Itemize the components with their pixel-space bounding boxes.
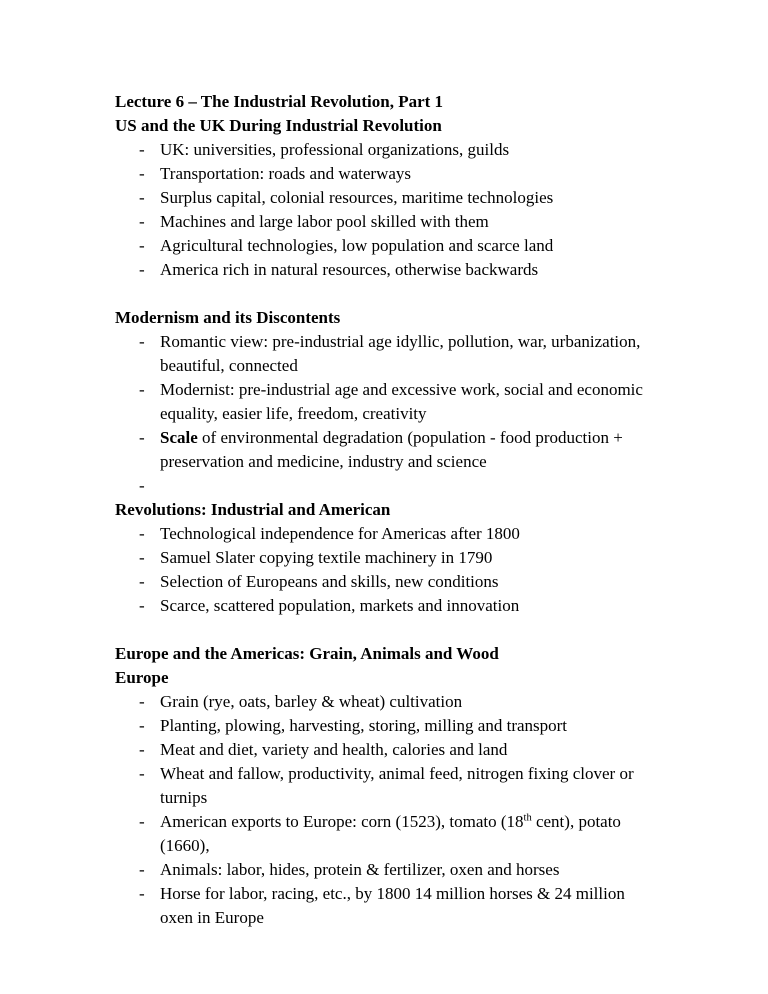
ordinal-superscript: th [523,812,532,824]
bullet-item [115,258,657,282]
bullet-item-empty [115,474,657,498]
bullet-item [115,426,657,474]
bullet-item [115,762,657,810]
section-europe-americas [115,642,657,930]
bullet-item [115,522,657,546]
bullet-text: Samuel Slater copying textile machinery in 1790 [160,548,493,567]
bullet-dash: - [139,260,145,279]
section-heading-us-uk: US and the UK During Industrial Revolution [115,116,442,135]
bullet-dash: - [139,476,145,495]
bullet-text: America rich in natural resources, otherwise backwards [160,260,539,279]
bullet-dash: - [139,884,145,903]
bullet-text: Romantic view: pre-industrial age idyllic, pollution, war, urbanization, beautiful, connected [160,332,641,375]
bullet-text: Agricultural technologies, low population and scarce land [160,236,554,255]
bullet-item [115,546,657,570]
bullet-dash: - [139,716,145,735]
bullet-text: Horse for labor, racing, etc., by 1800 14 million horses & 24 million oxen in Europe [160,884,625,927]
bullet-text: Surplus capital, colonial resources, maritime technologies [160,188,554,207]
bullet-text: Scarce, scattered population, markets and innovation [160,596,520,615]
bullet-text: Meat and diet, variety and health, calories and land [160,740,508,759]
bullet-text: Selection of Europeans and skills, new conditions [160,572,499,591]
bullet-dash: - [139,212,145,231]
bullet-dash: - [139,572,145,591]
bullet-bold-text: Scale [160,428,198,447]
bullet-item [115,714,657,738]
section-modernism [115,306,657,498]
bullet-dash: - [139,140,145,159]
bullet-text: UK: universities, professional organizations, guilds [160,140,510,159]
bullet-item [115,210,657,234]
bullet-text: Transportation: roads and waterways [160,164,412,183]
bullet-text: Machines and large labor pool skilled with them [160,212,489,231]
bullet-text-post: cent), potato (1660), [160,812,621,855]
bullet-item [115,234,657,258]
bullet-dash: - [139,860,145,879]
section-heading-modernism: Modernism and its Discontents [115,308,341,327]
bullet-dash: - [139,740,145,759]
bullet-text: Technological independence for Americas after 1800 [160,524,520,543]
bullet-item [115,378,657,426]
bullet-dash: - [139,332,145,351]
bullet-dash: - [139,236,145,255]
bullet-item [115,858,657,882]
bullet-text-pre: American exports to Europe: corn (1523), tomato (18 [160,812,524,831]
bullet-item [115,570,657,594]
bullet-text: Grain (rye, oats, barley & wheat) cultivation [160,692,463,711]
bullet-dash: - [139,524,145,543]
bullet-dash: - [139,596,145,615]
bullet-item [115,882,657,930]
bullet-text: Animals: labor, hides, protein & fertilizer, oxen and horses [160,860,560,879]
bullet-text-rest: of environmental degradation (population - food production + preservation and medicine, industry and science [160,428,623,471]
bullet-item [115,738,657,762]
bullet-item [115,330,657,378]
bullet-dash: - [139,164,145,183]
section-revolutions [115,498,657,618]
bullet-dash: - [139,188,145,207]
bullet-item [115,138,657,162]
bullet-dash: - [139,428,145,447]
bullet-item [115,690,657,714]
section-heading-revolutions: Revolutions: Industrial and American [115,500,391,519]
bullet-text [160,474,657,498]
section-heading-europe: Europe [115,668,169,687]
bullet-text: Wheat and fallow, productivity, animal feed, nitrogen fixing clover or turnips [160,764,634,807]
bullet-dash: - [139,548,145,567]
bullet-text: Modernist: pre-industrial age and excessive work, social and economic equality, easier life, freedom, creativity [160,380,643,423]
lecture-title: Lecture 6 – The Industrial Revolution, Part 1 [115,92,444,111]
bullet-dash: - [139,380,145,399]
bullet-text: Planting, plowing, harvesting, storing, milling and transport [160,716,568,735]
bullet-item [115,162,657,186]
section-us-uk [115,90,657,282]
document-content [115,90,657,930]
section-heading-europe-americas: Europe and the Americas: Grain, Animals and Wood [115,644,499,663]
bullet-text [160,810,657,858]
bullet-item [115,810,657,858]
bullet-item [115,594,657,618]
bullet-text [160,426,657,474]
bullet-dash: - [139,764,145,783]
bullet-dash: - [139,692,145,711]
bullet-dash: - [139,812,145,831]
bullet-item [115,186,657,210]
